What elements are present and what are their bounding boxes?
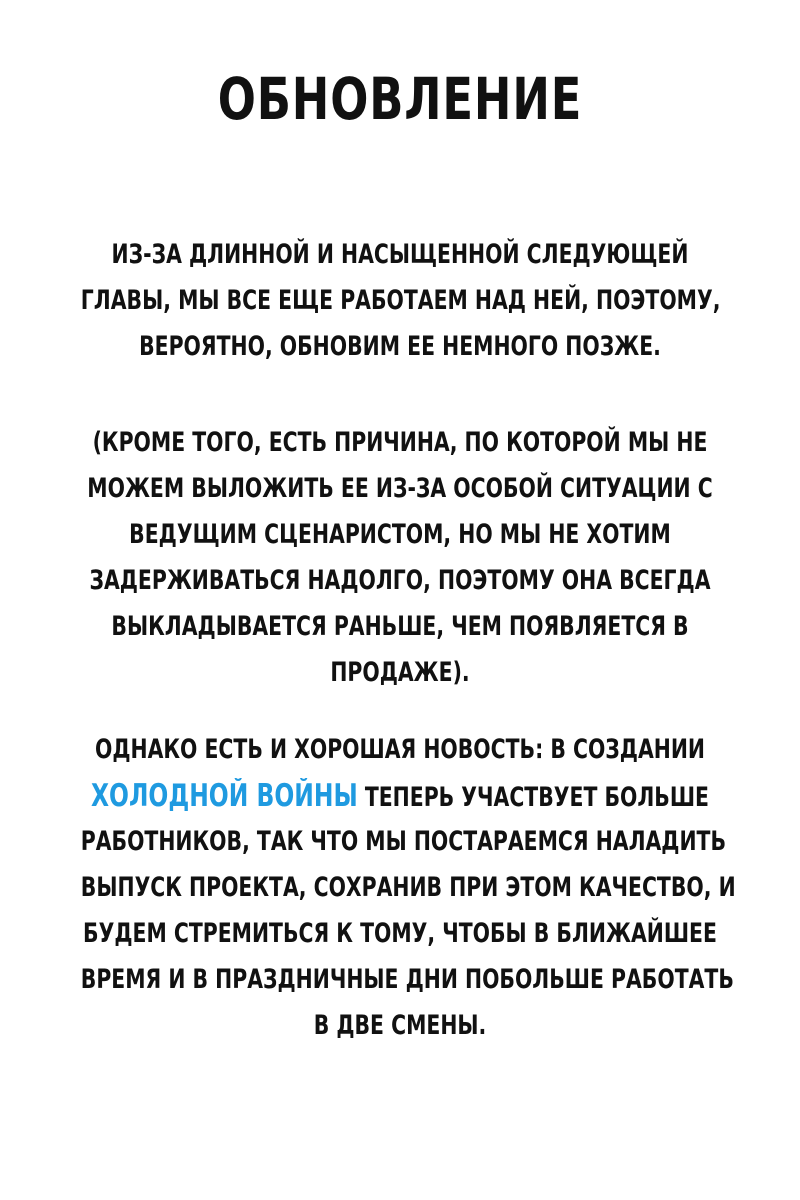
text-line: ВРЕМЯ И В ПРАЗДНИЧНЫЕ ДНИ ПОБОЛЬШЕ РАБОТАТЬ: [80, 964, 734, 995]
text-line: ВЕДУЩИМ СЦЕНАРИСТОМ, НО МЫ НЕ ХОТИМ: [129, 519, 671, 550]
text-line: ОДНАКО ЕСТЬ И ХОРОШАЯ НОВОСТЬ: В СОЗДАНИИ: [94, 734, 706, 765]
page-title: ОБНОВЛЕНИЕ: [217, 65, 583, 133]
text-line: В ДВЕ СМЕНЫ.: [313, 1010, 487, 1041]
text-line: ВЫКЛАДЫВАЕТСЯ РАНЬШЕ, ЧЕМ ПОЯВЛЯЕТСЯ В: [111, 611, 689, 642]
paragraph-delay-notice: [20, 232, 780, 370]
text-line: ГЛАВЫ, МЫ ВСЕ ЕЩЕ РАБОТАЕМ НАД НЕЙ, ПОЭТОМУ,: [80, 285, 721, 316]
text-line: ВЕРОЯТНО, ОБНОВИМ ЕЕ НЕМНОГО ПОЗЖЕ.: [139, 331, 661, 362]
text-line: (КРОМЕ ТОГО, ЕСТЬ ПРИЧИНА, ПО КОТОРОЙ МЫ НЕ: [92, 427, 708, 458]
paragraph-reason-notice: [20, 420, 780, 696]
highlighted-title: ХОЛОДНОЙ ВОЙНЫ: [90, 778, 358, 814]
text-line: РАБОТНИКОВ, ТАК ЧТО МЫ ПОСТАРАЕМСЯ НАЛАДИТЬ: [80, 826, 727, 857]
text-line: ЗАДЕРЖИВАТЬСЯ НАДОЛГО, ПОЭТОМУ ОНА ВСЕГДА: [89, 565, 711, 596]
paragraph-good-news: [20, 727, 780, 1049]
text-line: ПРОДАЖЕ).: [330, 657, 470, 688]
text-line: ИЗ-ЗА ДЛИННОЙ И НАСЫЩЕННОЙ СЛЕДУЮЩЕЙ: [111, 239, 689, 270]
text-line-with-highlight: [81, 773, 719, 819]
text-line: ВЫПУСК ПРОЕКТА, СОХРАНИВ ПРИ ЭТОМ КАЧЕСТВО, И: [80, 872, 736, 903]
text-line: МОЖЕМ ВЫЛОЖИТЬ ЕЕ ИЗ-ЗА ОСОБОЙ СИТУАЦИИ С: [87, 473, 713, 504]
text-line: БУДЕМ СТРЕМИТЬСЯ К ТОМУ, ЧТОБЫ В БЛИЖАЙШЕЕ: [83, 918, 717, 949]
text-line-rest: ТЕПЕРЬ УЧАСТВУЕТ БОЛЬШЕ: [357, 782, 710, 813]
